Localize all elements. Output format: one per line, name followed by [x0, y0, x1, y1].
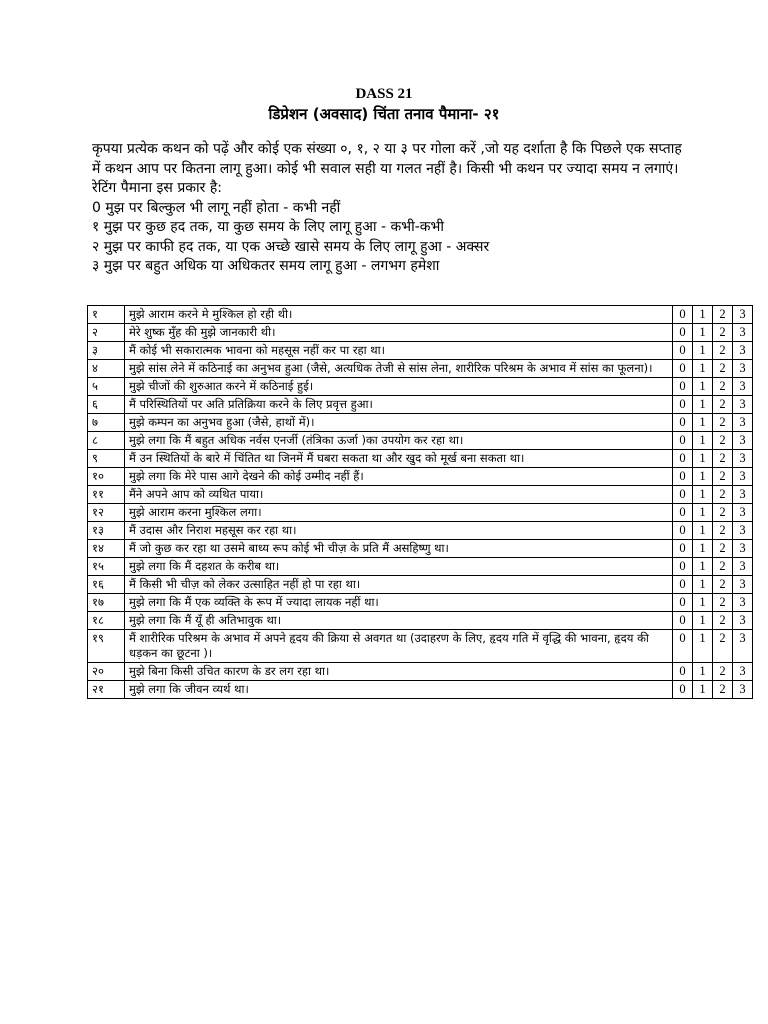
item-number: ४ — [88, 360, 125, 378]
rating-option-3[interactable]: 3 — [733, 378, 753, 396]
item-statement: मैं किसी भी चीज़ को लेकर उत्साहित नहीं हो पा रहा था। — [125, 576, 673, 594]
rating-option-2[interactable]: 2 — [713, 360, 733, 378]
rating-option-0[interactable]: 0 — [673, 504, 693, 522]
rating-option-1[interactable]: 1 — [693, 414, 713, 432]
rating-option-2[interactable]: 2 — [713, 594, 733, 612]
item-statement: मैं कोई भी सकारात्मक भावना को महसूस नहीं कर पा रहा था। — [125, 342, 673, 360]
item-number: १६ — [88, 576, 125, 594]
rating-option-3[interactable]: 3 — [733, 324, 753, 342]
document-subtitle: डिप्रेशन (अवसाद) चिंता तनाव पैमाना- २१ — [268, 105, 500, 123]
item-number: १० — [88, 468, 125, 486]
rating-option-0[interactable]: 0 — [673, 558, 693, 576]
rating-option-0[interactable]: 0 — [673, 324, 693, 342]
questionnaire-table — [87, 305, 753, 699]
rating-option-0[interactable]: 0 — [673, 306, 693, 324]
item-statement: मुझे लगा कि मेरे पास आगे देखने की कोई उम्मीद नहीं हैं। — [125, 468, 673, 486]
rating-option-1[interactable]: 1 — [693, 576, 713, 594]
instructions-block — [92, 140, 682, 277]
rating-scale-2: २ मुझ पर काफी हद तक, या एक अच्छे खासे समय के लिए लागू हुआ - अक्सर — [92, 238, 490, 255]
rating-option-2[interactable]: 2 — [713, 522, 733, 540]
rating-option-1[interactable]: 1 — [693, 612, 713, 630]
item-statement: मेरे शुष्क मुँह की मुझे जानकारी थी। — [125, 324, 673, 342]
table-row — [88, 432, 753, 450]
rating-option-1[interactable]: 1 — [693, 486, 713, 504]
rating-option-1[interactable]: 1 — [693, 324, 713, 342]
rating-option-2[interactable]: 2 — [713, 432, 733, 450]
item-number: ११ — [88, 486, 125, 504]
rating-option-2[interactable]: 2 — [713, 681, 733, 699]
rating-option-0[interactable]: 0 — [673, 576, 693, 594]
rating-option-2[interactable]: 2 — [713, 486, 733, 504]
rating-option-0[interactable]: 0 — [673, 432, 693, 450]
rating-option-0[interactable]: 0 — [673, 450, 693, 468]
rating-option-3[interactable]: 3 — [733, 504, 753, 522]
rating-option-3[interactable]: 3 — [733, 360, 753, 378]
item-statement: मुझे लगा कि मैं दहशत के करीब था। — [125, 558, 673, 576]
rating-option-3[interactable]: 3 — [733, 681, 753, 699]
instructions-text: कृपया प्रत्येक कथन को पढ़ें और कोई एक संख्या ०, १, २ या ३ पर गोला करें ,जो यह दर्शाता है कि पिछले एक सप्ताह में कथन आप पर कितना लागू हुआ। कोई भी सवाल सही या गलत नहीं है। किसी भी कथन पर ज्यादा समय न लगाएं। — [92, 141, 682, 177]
item-number: ५ — [88, 378, 125, 396]
rating-option-3[interactable]: 3 — [733, 468, 753, 486]
rating-option-0[interactable]: 0 — [673, 414, 693, 432]
rating-option-1[interactable]: 1 — [693, 504, 713, 522]
rating-option-3[interactable]: 3 — [733, 663, 753, 681]
item-number: १९ — [88, 630, 125, 663]
item-number: १७ — [88, 594, 125, 612]
item-number: १८ — [88, 612, 125, 630]
item-number: १५ — [88, 558, 125, 576]
rating-option-3[interactable]: 3 — [733, 630, 753, 663]
item-number: २१ — [88, 681, 125, 699]
rating-option-3[interactable]: 3 — [733, 558, 753, 576]
rating-option-1[interactable]: 1 — [693, 342, 713, 360]
rating-option-0[interactable]: 0 — [673, 522, 693, 540]
item-statement: मुझे कम्पन का अनुभव हुआ (जैसे, हाथों में)। — [125, 414, 673, 432]
rating-option-1[interactable]: 1 — [693, 306, 713, 324]
rating-option-1[interactable]: 1 — [693, 681, 713, 699]
rating-scale-intro: रेटिंग पैमाना इस प्रकार है: — [92, 180, 222, 196]
rating-option-2[interactable]: 2 — [713, 414, 733, 432]
rating-option-3[interactable]: 3 — [733, 450, 753, 468]
table-row — [88, 342, 753, 360]
rating-option-2[interactable]: 2 — [713, 663, 733, 681]
table-row — [88, 522, 753, 540]
item-statement: मैं परिस्थितियों पर अति प्रतिक्रिया करने के लिए प्रवृत्त हुआ। — [125, 396, 673, 414]
table-row — [88, 378, 753, 396]
rating-option-3[interactable]: 3 — [733, 432, 753, 450]
rating-option-2[interactable]: 2 — [713, 378, 733, 396]
rating-option-2[interactable]: 2 — [713, 306, 733, 324]
rating-option-3[interactable]: 3 — [733, 540, 753, 558]
item-statement: मुझे बिना किसी उचित कारण के डर लग रहा था। — [125, 663, 673, 681]
item-statement: मुझे आराम करना मुश्किल लगा। — [125, 504, 673, 522]
item-number: १२ — [88, 504, 125, 522]
rating-option-2[interactable]: 2 — [713, 558, 733, 576]
rating-option-3[interactable]: 3 — [733, 594, 753, 612]
rating-option-0[interactable]: 0 — [673, 630, 693, 663]
item-number: १ — [88, 306, 125, 324]
rating-option-2[interactable]: 2 — [713, 396, 733, 414]
rating-option-1[interactable]: 1 — [693, 432, 713, 450]
item-statement: मैं शारीरिक परिश्रम के अभाव में अपने हृदय की क्रिया से अवगत था (उदाहरण के लिए, हृदय गति में वृद्धि की भावना, हृदय की धड़कन का छूटना )। — [125, 630, 673, 663]
item-number: ३ — [88, 342, 125, 360]
table-row — [88, 630, 753, 663]
rating-option-1[interactable]: 1 — [693, 558, 713, 576]
rating-option-1[interactable]: 1 — [693, 594, 713, 612]
item-statement: मुझे लगा कि मैं यूँ ही अतिभावुक था। — [125, 612, 673, 630]
rating-option-3[interactable]: 3 — [733, 612, 753, 630]
item-statement: मुझे लगा कि मैं एक व्यक्ति के रूप में ज्यादा लायक नहीं था। — [125, 594, 673, 612]
table-row — [88, 663, 753, 681]
item-statement: मुझे लगा कि जीवन व्यर्थ था। — [125, 681, 673, 699]
rating-option-2[interactable]: 2 — [713, 450, 733, 468]
rating-option-0[interactable]: 0 — [673, 342, 693, 360]
questionnaire-body — [88, 306, 753, 699]
table-row — [88, 360, 753, 378]
rating-option-0[interactable]: 0 — [673, 663, 693, 681]
document-title: DASS 21 — [355, 86, 413, 102]
item-number: ६ — [88, 396, 125, 414]
rating-scale-0: 0 मुझ पर बिल्कुल भी लागू नहीं होता - कभी नहीं — [92, 199, 341, 216]
rating-option-0[interactable]: 0 — [673, 540, 693, 558]
rating-option-3[interactable]: 3 — [733, 522, 753, 540]
rating-option-1[interactable]: 1 — [693, 378, 713, 396]
rating-option-3[interactable]: 3 — [733, 342, 753, 360]
rating-option-2[interactable]: 2 — [713, 576, 733, 594]
item-statement: मैं जो कुछ कर रहा था उसमे बाध्य रूप कोई भी चीज़ के प्रति मैं असहिष्णु था। — [125, 540, 673, 558]
table-row — [88, 681, 753, 699]
rating-option-0[interactable]: 0 — [673, 681, 693, 699]
table-row — [88, 612, 753, 630]
rating-option-2[interactable]: 2 — [713, 612, 733, 630]
rating-option-0[interactable]: 0 — [673, 378, 693, 396]
rating-option-3[interactable]: 3 — [733, 414, 753, 432]
table-row — [88, 504, 753, 522]
item-statement: मुझे लगा कि मैं बहुत अधिक नर्वस एनर्जी (तंत्रिका ऊर्जा )का उपयोग कर रहा था। — [125, 432, 673, 450]
rating-option-2[interactable]: 2 — [713, 324, 733, 342]
rating-option-1[interactable]: 1 — [693, 630, 713, 663]
rating-option-1[interactable]: 1 — [693, 540, 713, 558]
rating-option-2[interactable]: 2 — [713, 630, 733, 663]
table-row — [88, 324, 753, 342]
rating-option-1[interactable]: 1 — [693, 522, 713, 540]
item-number: २ — [88, 324, 125, 342]
table-row — [88, 540, 753, 558]
item-number: २० — [88, 663, 125, 681]
item-number: ८ — [88, 432, 125, 450]
rating-option-3[interactable]: 3 — [733, 486, 753, 504]
rating-option-0[interactable]: 0 — [673, 360, 693, 378]
table-row — [88, 414, 753, 432]
item-number: १३ — [88, 522, 125, 540]
rating-option-0[interactable]: 0 — [673, 594, 693, 612]
item-statement: मुझे सांस लेने में कठिनाई का अनुभव हुआ (जैसे, अत्यधिक तेजी से सांस लेना, शारीरिक परिश्रम के अभाव में सांस का फूलना)। — [125, 360, 673, 378]
item-statement: मुझे चीजों की शुरुआत करने में कठिनाई हुई। — [125, 378, 673, 396]
table-row — [88, 558, 753, 576]
rating-option-1[interactable]: 1 — [693, 396, 713, 414]
item-statement: मैंने अपने आप को व्यथित पाया। — [125, 486, 673, 504]
rating-option-1[interactable]: 1 — [693, 360, 713, 378]
table-row — [88, 468, 753, 486]
rating-option-0[interactable]: 0 — [673, 468, 693, 486]
rating-scale-1: १ मुझ पर कुछ हद तक, या कुछ समय के लिए लागू हुआ - कभी-कभी — [92, 219, 444, 235]
rating-option-0[interactable]: 0 — [673, 396, 693, 414]
item-statement: मुझे आराम करने मे मुश्किल हो रही थी। — [125, 306, 673, 324]
rating-option-2[interactable]: 2 — [713, 504, 733, 522]
rating-option-1[interactable]: 1 — [693, 468, 713, 486]
table-row — [88, 576, 753, 594]
table-row — [88, 306, 753, 324]
table-row — [88, 450, 753, 468]
table-row — [88, 594, 753, 612]
table-row — [88, 396, 753, 414]
rating-option-3[interactable]: 3 — [733, 396, 753, 414]
item-statement: मैं उन स्थितियों के बारे में चिंतित था जिनमें मैं घबरा सकता था और खुद को मूर्ख बना सकता था। — [125, 450, 673, 468]
rating-option-1[interactable]: 1 — [693, 450, 713, 468]
rating-option-0[interactable]: 0 — [673, 486, 693, 504]
item-statement: मैं उदास और निराश महसूस कर रहा था। — [125, 522, 673, 540]
rating-scale-3: ३ मुझ पर बहुत अधिक या अधिकतर समय लागू हुआ - लगभग हमेशा — [92, 258, 440, 274]
rating-option-3[interactable]: 3 — [733, 306, 753, 324]
rating-option-0[interactable]: 0 — [673, 612, 693, 630]
rating-option-2[interactable]: 2 — [713, 342, 733, 360]
rating-option-2[interactable]: 2 — [713, 540, 733, 558]
item-number: ९ — [88, 450, 125, 468]
rating-option-1[interactable]: 1 — [693, 663, 713, 681]
table-row — [88, 486, 753, 504]
rating-option-2[interactable]: 2 — [713, 468, 733, 486]
item-number: १४ — [88, 540, 125, 558]
rating-option-3[interactable]: 3 — [733, 576, 753, 594]
item-number: ७ — [88, 414, 125, 432]
